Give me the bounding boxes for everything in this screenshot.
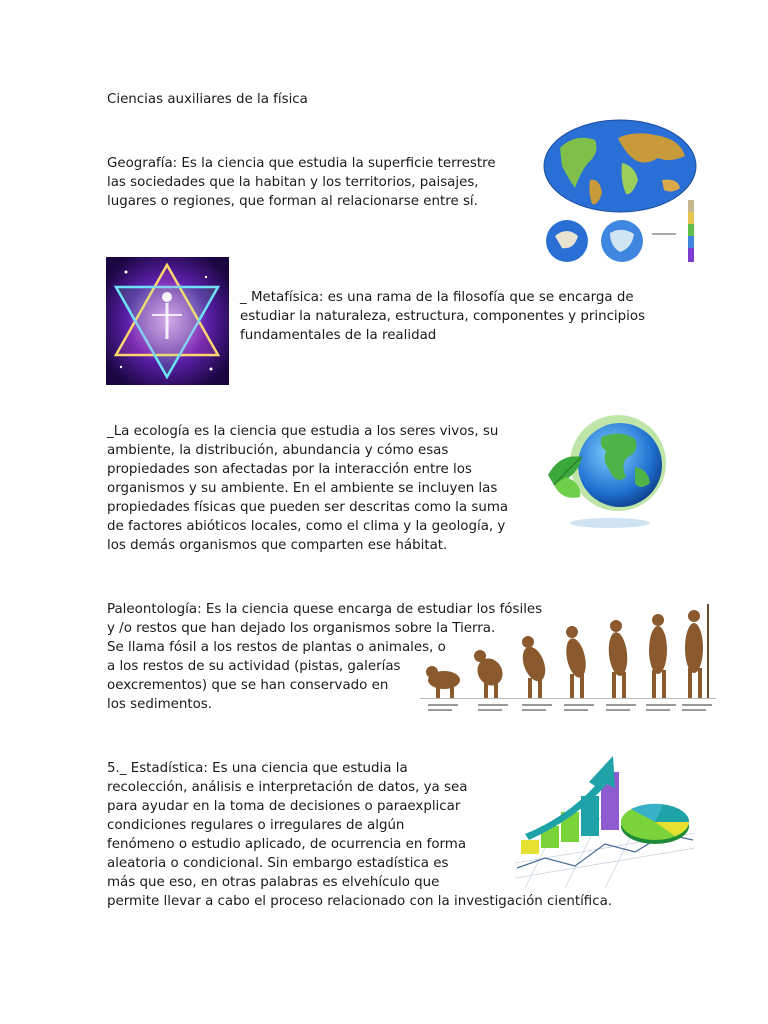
world-map-icon xyxy=(540,118,705,266)
earth-leaf-icon xyxy=(540,405,670,530)
human-evolution-icon xyxy=(420,598,716,720)
text-line: 5._ Estadística: Es una ciencia que estudia la xyxy=(107,761,408,776)
text-line: organismos y su ambiente. En el ambiente se incluyen las xyxy=(107,481,498,496)
text-line: permite llevar a cabo el proceso relacionado con la investigación científica. xyxy=(107,894,613,909)
text-line: recolección, análisis e interpretación de datos, ya sea xyxy=(107,780,468,795)
text-line: de factores abióticos locales, como el clima y la geología, y xyxy=(107,519,506,534)
text-line: aleatoria o condicional. Sin embargo estadística es xyxy=(107,856,449,871)
text-line: oexcrementos) que se han conservado en xyxy=(107,678,389,693)
text-line: Geografía: Es la ciencia que estudia la superficie terrestre xyxy=(107,156,496,171)
section-metaphysics xyxy=(240,288,680,345)
text-line: _La ecología es la ciencia que estudia a los seres vivos, su xyxy=(107,424,499,439)
text-line: propiedades son afectadas por la interacción entre los xyxy=(107,462,472,477)
text-line: Se llama fósil a los restos de plantas o animales, o xyxy=(107,640,446,655)
merkaba-star-icon xyxy=(106,257,229,385)
text-line: propiedades físicas que pueden ser descritas como la suma xyxy=(107,500,509,515)
text-line: las sociedades que la habitan y los territorios, paisajes, xyxy=(107,175,479,190)
text-line: lugares o regiones, que forman al relacionarse entre sí. xyxy=(107,194,478,209)
text-line: los demás organismos que comparten ese hábitat. xyxy=(107,538,448,553)
text-line: ambiente, la distribución, abundancia y cómo esas xyxy=(107,443,449,458)
text-line: más que eso, en otras palabras es elvehículo que xyxy=(107,875,440,890)
text-line: fundamentales de la realidad xyxy=(240,328,437,343)
text-line: para ayudar en la toma de decisiones o paraexplicar xyxy=(107,799,461,814)
text-line: _ Metafísica: es una rama de la filosofía que se encarga de xyxy=(240,290,634,305)
text-line: a los restos de su actividad (pistas, galerías xyxy=(107,659,401,674)
text-line: y /o restos que han dejado los organismos sobre la Tierra. xyxy=(107,621,496,636)
section-geography xyxy=(107,154,527,211)
text-line: estudiar la naturaleza, estructura, componentes y principios xyxy=(240,309,646,324)
text-line: los sedimentos. xyxy=(107,697,213,712)
text-line: Paleontología: Es la ciencia quese encarga de estudiar los fósiles xyxy=(107,602,543,617)
chart-graphic-icon xyxy=(505,748,705,890)
text-line: fenómeno o estudio aplicado, de ocurrencia en forma xyxy=(107,837,467,852)
text-line: condiciones regulares o irregulares de algún xyxy=(107,818,405,833)
section-ecology xyxy=(107,422,537,555)
document-title: Ciencias auxiliares de la física xyxy=(107,92,308,107)
